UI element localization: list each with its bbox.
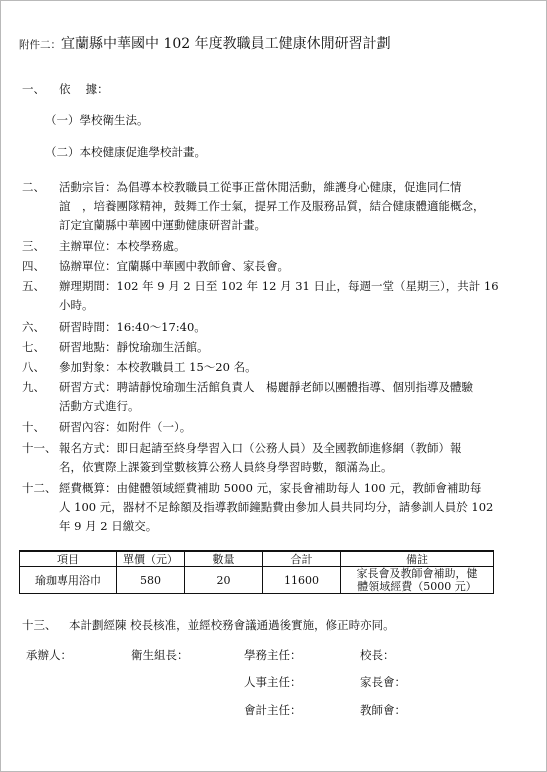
signature-health-section: 衛生組長： [131,648,189,662]
section-12-number: 十二、 [22,481,57,495]
section-1-label: 依 據： [59,82,109,96]
section-2-line-2: 誼 ，培養團隊精神，鼓舞工作士氣，提昇工作及服務品質，結合健康體適能概念， [59,199,485,213]
section-11-line-2: 名，依實際上課簽到堂數核算公務人員終身學習時數，額滿為止。 [59,460,393,474]
section-1-number: 一、 [22,82,45,96]
table-header-cell: 數量 [185,551,263,567]
section-2-line-3: 訂定宜蘭縣中華國中運動健康研習計畫。 [59,218,266,232]
section-12-line-3: 年 9 月 2 日繳交。 [59,519,158,533]
section-4-number: 四、 [22,259,45,273]
table-header-row [20,551,494,567]
section-10-number: 十、 [22,420,45,434]
section-11-number: 十一、 [22,441,57,455]
section-12-line-1: 經費概算：由健體領域經費補助 5000 元，家長會補助每人 100 元，教師會補助每 [59,481,482,495]
section-3-number: 三、 [22,239,45,253]
section-5-number: 五、 [22,279,45,293]
table-header-cell: 合計 [263,551,341,567]
section-9-line-2: 活動方式進行。 [59,399,140,413]
table-cell-item: 瑜珈專用浴巾 [20,567,117,594]
section-9-number: 九、 [22,380,45,394]
section-1-item-1: （一）學校衛生法。 [45,113,149,127]
signature-academic-director: 學務主任： [244,648,302,662]
section-7-text: 研習地點：靜悅瑜珈生活館。 [59,340,209,354]
section-5-line-1: 辦理期間：102 年 9 月 2 日至 102 年 12 月 31 日止，每週一堂（星期三），共計 16 [59,279,499,293]
note-line-1: 家長會及教師會補助，健 [356,567,478,580]
document-title [19,37,391,52]
table-cell-total: 11600 [263,567,341,594]
table-row [20,567,494,594]
section-8-number: 八、 [22,360,45,374]
section-10-text: 研習內容：如附件（一）。 [59,420,192,434]
section-6-text: 研習時間：16:40～17:40。 [59,320,206,334]
title-text: 宜蘭縣中華國中 102 年度教職員工健康休閒研習計劃 [61,36,391,52]
section-1-item-2: （二）本校健康促進學校計畫。 [45,145,206,159]
table-header-cell: 單價（元） [117,551,185,567]
note-line-2: 體領域經費（5000 元） [357,580,477,593]
section-6-number: 六、 [22,320,45,334]
section-8-text: 參加對象：本校教職員工 15～20 名。 [59,360,257,374]
section-5-line-2: 小時。 [59,298,94,312]
signature-teachers-association: 教師會： [360,703,406,717]
signature-parents-association: 家長會： [360,675,406,689]
signature-organizer: 承辦人： [26,648,72,662]
section-12-line-2: 人 100 元，器材不足餘額及指導教師鐘點費由參加人員共同均分，請參訓人員於 102 [59,500,494,514]
section-3-text: 主辦單位：本校學務處。 [59,239,186,253]
signature-accounting-director: 會計主任： [244,703,302,717]
table-cell-price: 580 [117,567,185,594]
section-11-line-1: 報名方式：即日起請至終身學習入口（公務人員）及全國教師進修網（教師）報 [59,441,462,455]
budget-table [19,550,494,594]
section-7-number: 七、 [22,340,45,354]
table-header-cell: 項目 [20,551,117,567]
table-cell-note [341,567,494,594]
section-2-line-1: 活動宗旨：為倡導本校教職員工從事正當休閒活動，維護身心健康，促進同仁情 [59,180,462,194]
attachment-prefix: 附件二： [19,39,61,51]
signature-principal: 校長： [360,648,395,662]
section-4-text: 協辦單位：宜蘭縣中華國中教師會、家長會。 [59,259,289,273]
signature-personnel-director: 人事主任： [244,675,302,689]
section-13-text: 本計劃經陳 校長核准，並經校務會議通過後實施，修正時亦同。 [69,618,395,632]
table-header-cell: 備註 [341,551,494,567]
section-2-number: 二、 [22,180,45,194]
section-13-number: 十三、 [22,618,57,632]
table-cell-qty: 20 [185,567,263,594]
section-9-line-1: 研習方式：聘請靜悅瑜珈生活館負責人 楊麗靜老師以團體指導、個別指導及體驗 [59,380,473,394]
